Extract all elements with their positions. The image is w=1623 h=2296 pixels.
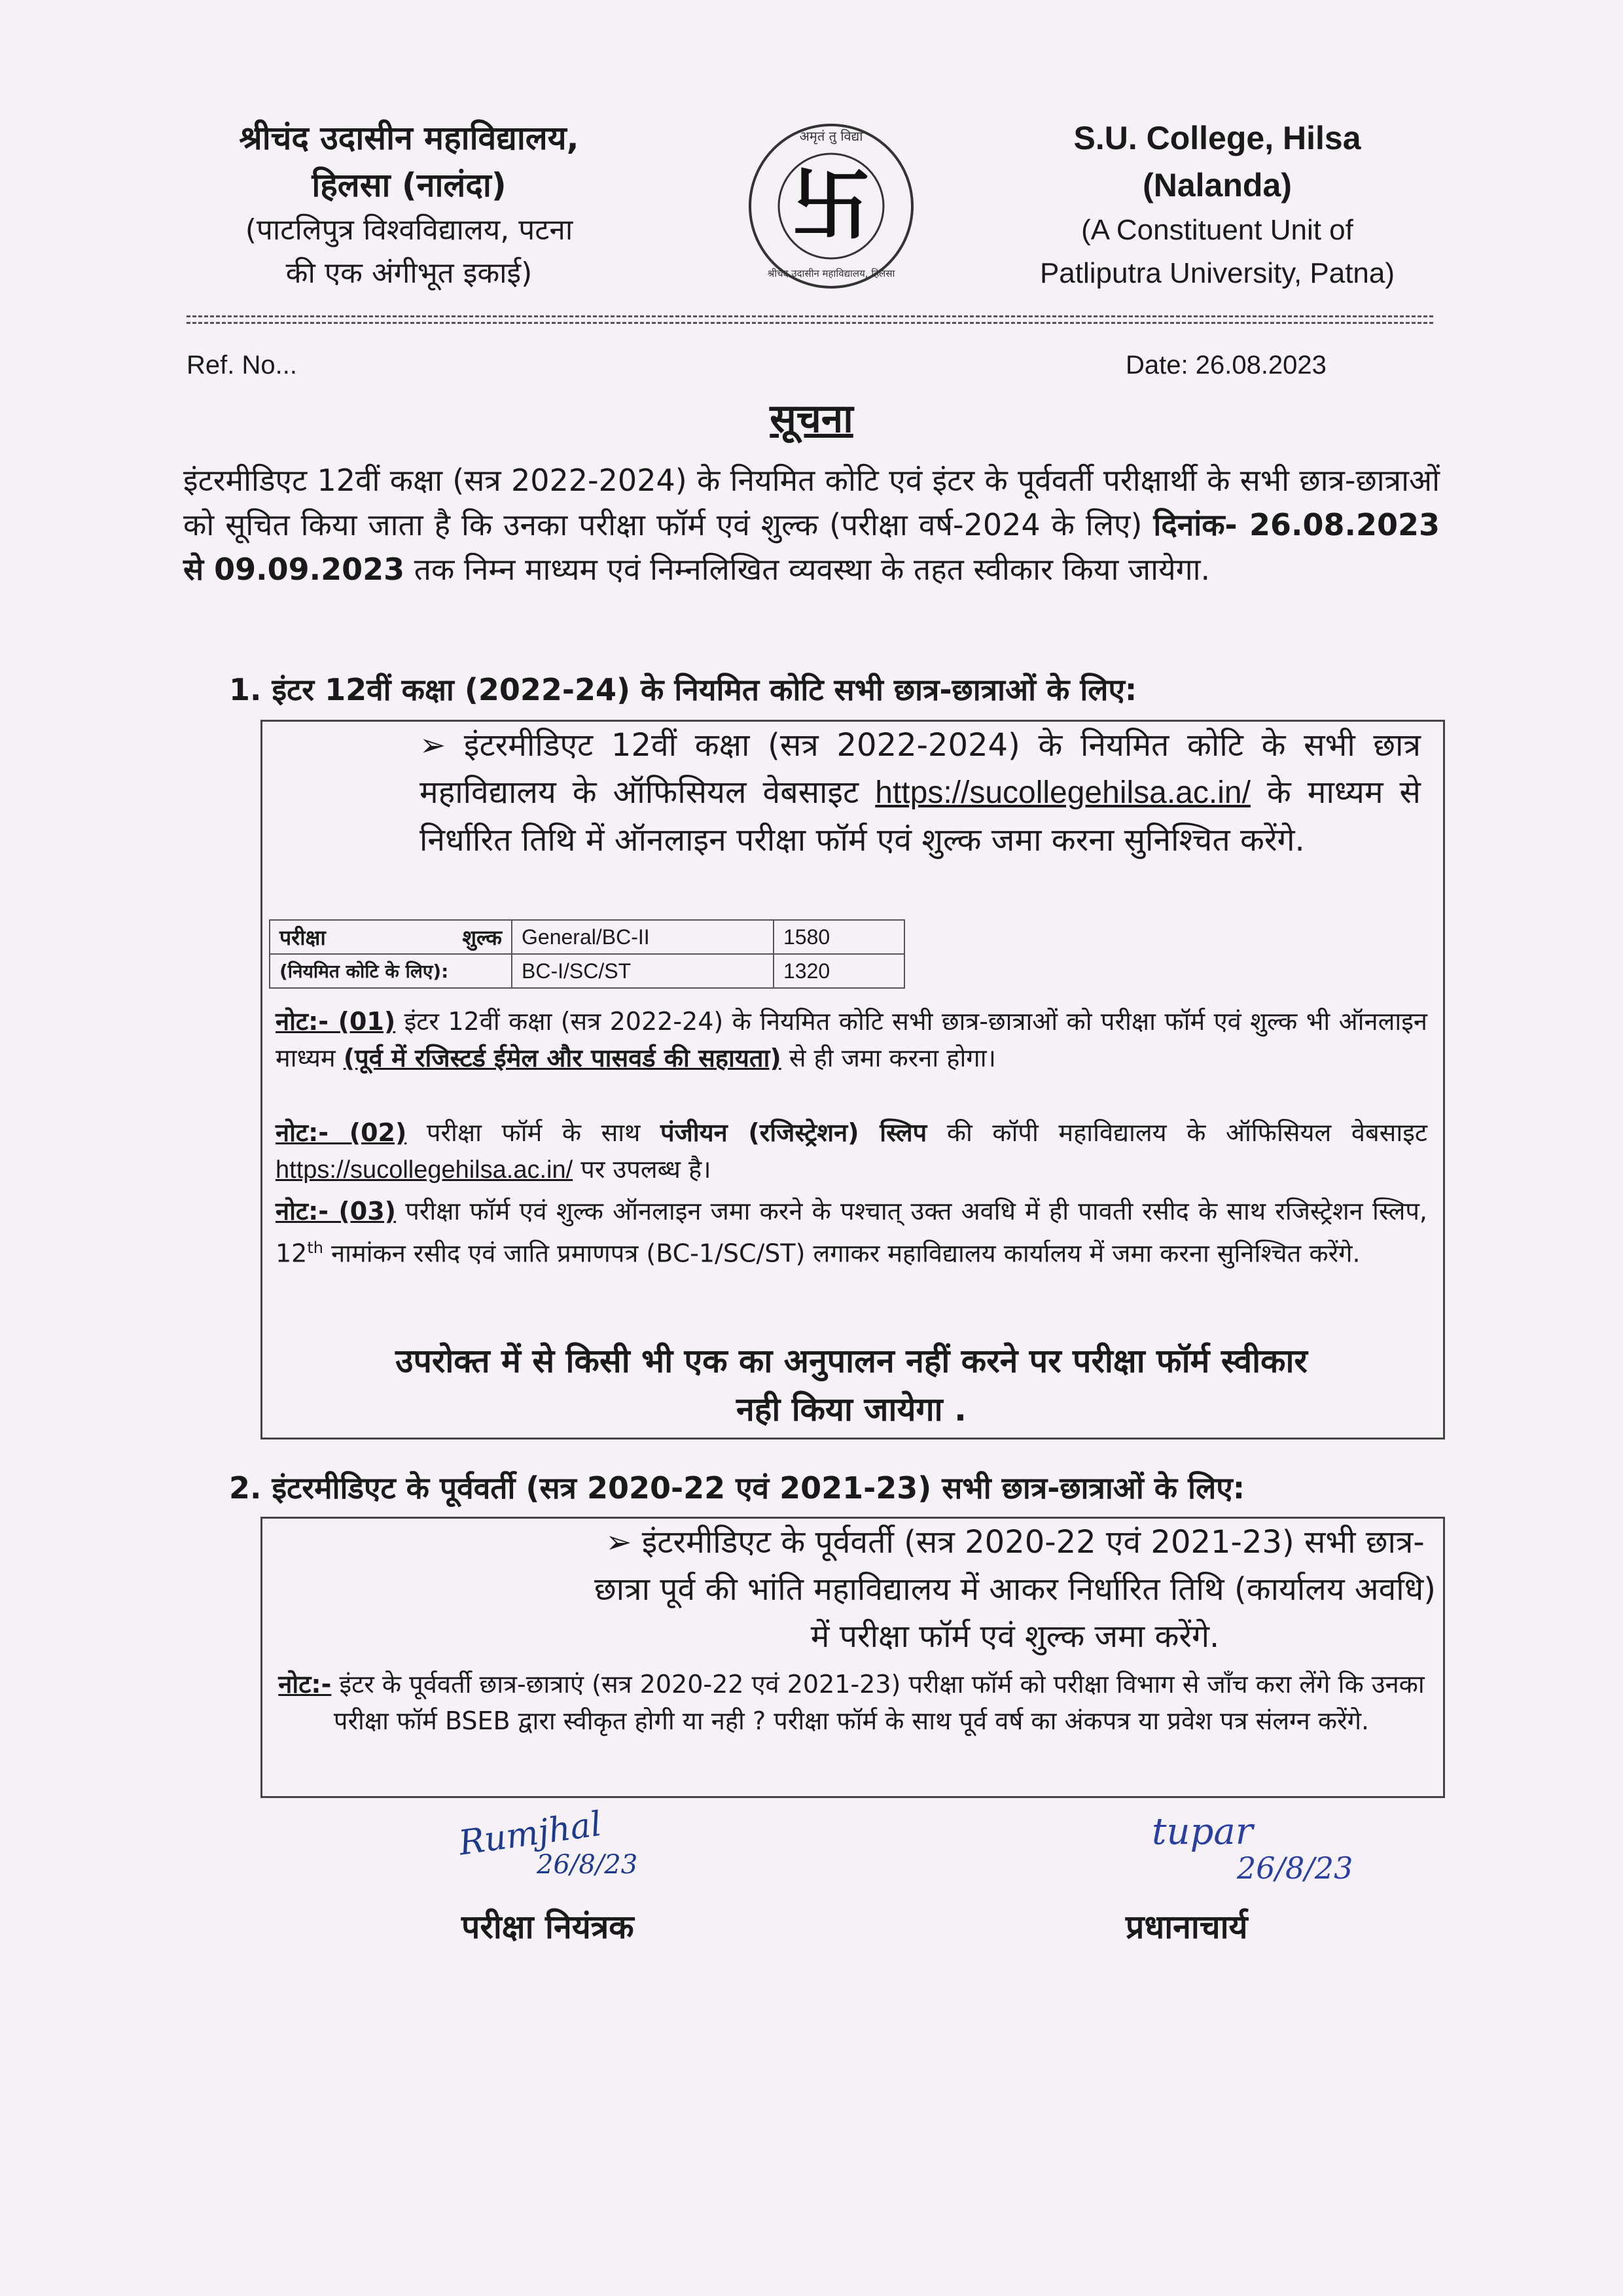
section1-heading: 1. इंटर 12वीं कक्षा (2022-24) के नियमित कोटि सभी छात्र-छात्राओं के लिए: xyxy=(229,672,1137,707)
college-name-english-line1: S.U. College, Hilsa xyxy=(1073,120,1361,156)
college-seal xyxy=(746,121,916,291)
note-02-text-3: पर उपलब्ध है। xyxy=(573,1155,711,1184)
principal-title: प्रधानाचार्य xyxy=(1126,1908,1248,1946)
note-02 xyxy=(276,1114,1427,1188)
notice-title: सूचना xyxy=(770,396,853,442)
table-row xyxy=(270,920,904,954)
note-01-tag: नोट:- (01) xyxy=(276,1007,396,1036)
reference-number: Ref. No... xyxy=(187,351,297,380)
fee-amount: 1320 xyxy=(774,954,904,988)
section2-note-tag: नोट:- xyxy=(278,1670,332,1699)
principal-signature xyxy=(1152,1812,1427,1904)
controller-signature-mark: Rumjhal xyxy=(456,1804,604,1863)
note-03-text-1: परीक्षा फॉर्म एवं शुल्क ऑनलाइन जमा करने के पश्चात् उक्त अवधि में ही पावती रसीद के साथ रजिस्ट्रेशन स्लिप, 12 xyxy=(276,1197,1427,1268)
note-02-bold: पंजीयन (रजिस्ट्रेशन) स्लिप xyxy=(660,1118,927,1147)
note-01 xyxy=(276,1003,1427,1076)
note-03 xyxy=(276,1193,1427,1272)
note-02-text-1: परीक्षा फॉर्म के साथ xyxy=(406,1118,660,1147)
notice-date: Date: 26.08.2023 xyxy=(1126,351,1327,380)
intro-text-1: इंटरमीडिएट 12वीं कक्षा (सत्र 2022-2024) के नियमित कोटि एवं इंटर के पूर्ववर्ती परीक्षार्थी के सभी छात्र-छात्राओं को सूचित किया जाता है कि उनका परीक्षा फॉर्म एवं शुल्क (परीक्षा वर्ष-2024 के लिए) xyxy=(183,463,1440,542)
college-affiliation-hindi-line1: (पाटलिपुत्र विश्वविद्यालय, पटना xyxy=(245,213,573,247)
intro-paragraph xyxy=(183,458,1440,592)
fee-amount: 1580 xyxy=(774,920,904,954)
controller-signature xyxy=(456,1804,674,1901)
warning-text: उपरोक्त में से किसी भी एक का अनुपालन नहीं करने पर परीक्षा फॉर्म स्वीकार नही किया जायेगा . xyxy=(395,1342,1308,1428)
controller-title: परीक्षा नियंत्रक xyxy=(461,1908,634,1946)
note-02-text-2: की कॉपी महाविद्यालय के ऑफिसियल वेबसाइट xyxy=(927,1118,1427,1147)
intro-date-range: दिनांक- 26.08.2023 से 09.09.2023 xyxy=(183,507,1440,587)
note-02-tag: नोट:- (02) xyxy=(276,1118,407,1147)
controller-signature-date: 26/8/23 xyxy=(537,1850,638,1880)
header-divider-1 xyxy=(187,315,1433,317)
college-name-english-line2: (Nalanda) xyxy=(1143,167,1292,203)
section2-heading: 2. इंटरमीडिएट के पूर्ववर्ती (सत्र 2020-22 एवं 2021-23) सभी छात्र-छात्राओं के लिए: xyxy=(229,1470,1245,1506)
section2-bullet: ➢ इंटरमीडिएट के पूर्ववर्ती (सत्र 2020-22 एवं 2021-23) सभी छात्र- छात्रा पूर्व की भांति महाविद्यालय में आकर निर्धारित तिथि (कार्यालय अवधि) में परीक्षा फॉर्म एवं शुल्क जमा करेंगे. xyxy=(594,1524,1436,1655)
note-03-tag: नोट:- (03) xyxy=(276,1197,397,1226)
intro-text-2: तक निम्न माध्यम एवं निम्नलिखित व्यवस्था के तहत स्वीकार किया जायेगा. xyxy=(404,552,1211,587)
fee-category: General/BC-II xyxy=(512,920,774,954)
section2-note-text: इंटर के पूर्ववर्ती छात्र-छात्राएं (सत्र 2020-22 एवं 2021-23) परीक्षा फॉर्म को परीक्षा विभाग से जाँच करा लेंगे कि उनका परीक्षा फॉर्म BSEB द्वारा स्वीकृत होगी या नही ? परीक्षा फॉर्म के साथ पूर्व वर्ष का अंकपत्र या प्रवेश पत्र संलग्न करेंगे. xyxy=(331,1670,1425,1735)
college-name-hindi-line2: हिलसा (नालंदा) xyxy=(312,166,507,204)
college-affiliation-english-line1: (A Constituent Unit of xyxy=(1081,214,1353,246)
fee-label-cell-2: (नियमित कोटि के लिए): xyxy=(270,954,512,988)
section2-box xyxy=(260,1517,1445,1798)
college-name-hindi-line1: श्रीचंद उदासीन महाविद्यालय, xyxy=(239,119,579,157)
seal-ring-bottom: श्रीचंद उदासीन महाविद्यालय, हिलसा xyxy=(767,268,895,279)
section1-bullet-text-1: ➢ इंटरमीडिएट 12वीं कक्षा (सत्र 2022-2024) के नियमित कोटि के सभी छात्र महाविद्यालय के ऑफिसियल वेबसाइट xyxy=(419,727,1421,811)
principal-signature-mark: tupar xyxy=(1152,1810,1253,1853)
fee-label-b: शुल्क xyxy=(462,925,502,950)
seal-ring-top: अमृतं तु विद्या xyxy=(799,128,863,144)
fee-label-a: परीक्षा xyxy=(279,925,326,950)
college-website-link[interactable]: https://sucollegehilsa.ac.in/ xyxy=(875,775,1251,810)
note-03-text-2: नामांकन रसीद एवं जाति प्रमाणपत्र (BC-1/SC/ST) लगाकर महाविद्यालय कार्यालय में जमा करना सुनिश्चित करेंगे. xyxy=(323,1239,1361,1268)
section1-bullet xyxy=(419,722,1421,864)
section1-box xyxy=(260,720,1445,1439)
note-01-text-2: से ही जमा करना होगा। xyxy=(781,1044,996,1072)
college-name-hindi xyxy=(164,115,654,295)
header-divider-2 xyxy=(187,322,1433,324)
note-02-link[interactable]: https://sucollegehilsa.ac.in/ xyxy=(276,1156,573,1184)
principal-signature-date: 26/8/23 xyxy=(1237,1850,1353,1886)
note-03-sup: th xyxy=(307,1239,323,1257)
fee-table xyxy=(269,919,905,989)
seal-symbol: 卐 xyxy=(792,160,870,251)
table-row xyxy=(270,954,904,988)
college-affiliation-english-line2: Patliputra University, Patna) xyxy=(1039,257,1395,289)
section2-note xyxy=(276,1666,1427,1739)
college-name-english xyxy=(982,115,1453,295)
section1-bullet-text-2: के माध्यम से निर्धारित तिथि में ऑनलाइन परीक्षा फॉर्म एवं शुल्क जमा करना सुनिश्चित करेंगे. xyxy=(419,774,1421,858)
fee-label-cell xyxy=(270,920,512,954)
fee-category: BC-I/SC/ST xyxy=(512,954,774,988)
note-01-text-1: इंटर 12वीं कक्षा (सत्र 2022-24) के नियमित कोटि सभी छात्र-छात्राओं को परीक्षा फॉर्म एवं शुल्क भी ऑनलाइन माध्यम xyxy=(276,1007,1427,1072)
college-affiliation-hindi-line2: की एक अंगीभूत इकाई) xyxy=(285,256,533,290)
note-01-bold: (पूर्व में रजिस्टर्ड ईमेल और पासवर्ड की सहायता) xyxy=(343,1044,781,1072)
